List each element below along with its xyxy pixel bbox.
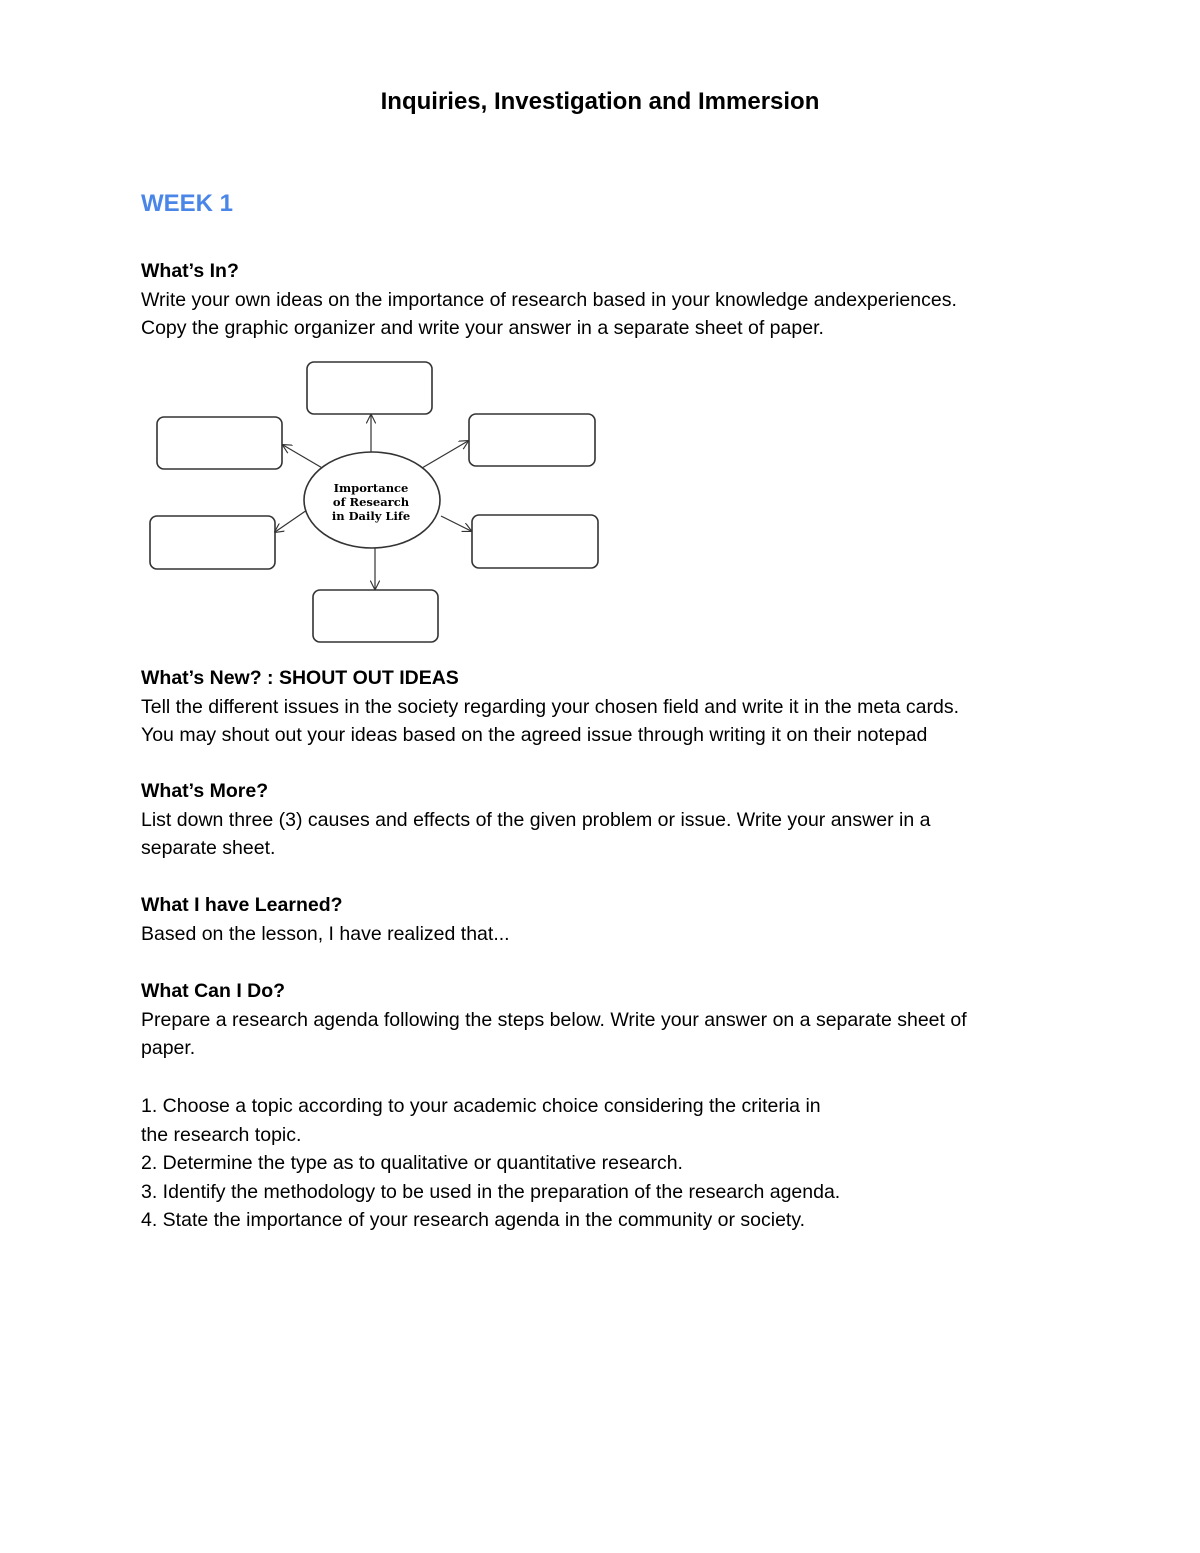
section-what-can-i-do: [141, 977, 1081, 1063]
answer-box-lower-left: [150, 516, 275, 569]
answer-box-bottom: [313, 590, 438, 642]
learned-heading: What I have Learned?: [141, 894, 343, 916]
whats-in-heading: What’s In?: [141, 260, 239, 282]
whats-in-line-1: Write your own ideas on the importance of research based in your knowledge andexperiences.: [141, 288, 957, 311]
step-1-line-2: the research topic.: [141, 1123, 302, 1146]
can-do-line-1: Prepare a research agenda following the steps below. Write your answer on a separate sheet of: [141, 1008, 967, 1031]
arrow-to-lower-left: [275, 510, 307, 532]
answer-box-upper-left: [157, 417, 282, 469]
section-what-i-have-learned: [141, 891, 1081, 948]
whats-new-line-2: You may shout out your ideas based on the agreed issue through writing it on their notepad: [141, 724, 928, 747]
week-label: WEEK 1: [141, 190, 234, 217]
learned-line-1: Based on the lesson, I have realized that...: [141, 922, 510, 945]
whats-new-heading: What’s New? : SHOUT OUT IDEAS: [141, 667, 459, 689]
whats-more-line-2: separate sheet.: [141, 837, 276, 860]
answer-box-top: [307, 362, 432, 414]
graphic-organizer: [140, 355, 610, 655]
whats-new-line-1: Tell the different issues in the society regarding your chosen field and write it in the meta cards.: [141, 695, 959, 718]
section-whats-more: [141, 777, 1081, 863]
step-1-line-1: 1. Choose a topic according to your academic choice considering the criteria in: [141, 1095, 821, 1117]
graphic-organizer-svg: [140, 355, 610, 655]
whats-more-heading: What’s More?: [141, 780, 269, 802]
whats-more-line-1: List down three (3) causes and effects of the given problem or issue. Write your answer in a: [141, 808, 931, 831]
answer-box-upper-right: [469, 414, 595, 466]
step-2: 2. Determine the type as to qualitative or quantitative research.: [141, 1152, 683, 1175]
section-whats-in: [141, 257, 1081, 343]
arrow-to-upper-left: [283, 445, 324, 469]
step-4: 4. State the importance of your research agenda in the community or society.: [141, 1209, 806, 1232]
document-title: Inquiries, Investigation and Immersion: [380, 88, 820, 115]
can-do-heading: What Can I Do?: [141, 980, 286, 1002]
arrow-to-lower-right: [441, 516, 471, 531]
answer-box-lower-right: [472, 515, 598, 568]
center-label-line-1: Importance: [333, 481, 409, 495]
steps-list: [141, 1092, 1081, 1235]
step-3: 3. Identify the methodology to be used in the preparation of the research agenda.: [141, 1180, 841, 1203]
center-label-line-2: of Research: [332, 495, 410, 509]
whats-in-line-2: Copy the graphic organizer and write your answer in a separate sheet of paper.: [141, 317, 824, 340]
center-label-line-3: in Daily Life: [331, 509, 411, 523]
arrow-to-upper-right: [422, 441, 468, 468]
can-do-line-2: paper.: [141, 1037, 196, 1060]
section-whats-new: [141, 664, 1081, 750]
